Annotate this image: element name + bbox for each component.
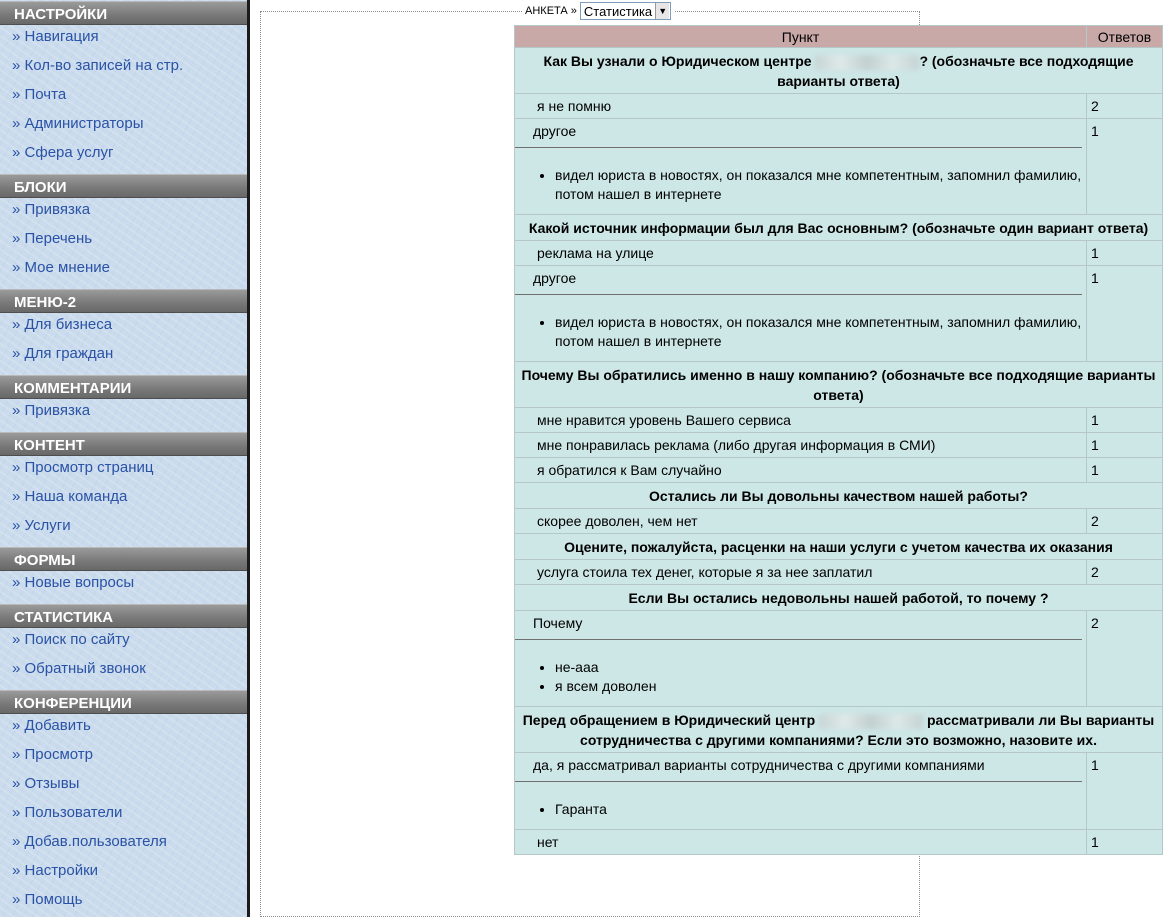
sidebar-nav-link[interactable]: » Перечень: [0, 227, 247, 256]
answer-count: 1: [1087, 458, 1163, 483]
sidebar-nav-link[interactable]: » Настройки: [0, 859, 247, 888]
question-text: [515, 483, 1163, 509]
sidebar-section-header: КОНТЕНТ: [0, 432, 247, 456]
view-select[interactable]: [580, 2, 671, 20]
answer-row: [515, 560, 1163, 585]
column-header-count: Ответов: [1087, 26, 1163, 48]
answer-row: [515, 830, 1163, 855]
answer-option: реклама на улице: [515, 241, 1087, 266]
answer-option: скорее доволен, чем нет: [515, 509, 1087, 534]
question-row: [515, 534, 1163, 560]
question-row: [515, 483, 1163, 509]
answer-separator: [515, 147, 1082, 148]
answer-option: [515, 119, 1087, 215]
answer-row: [515, 458, 1163, 483]
answer-count: 2: [1087, 94, 1163, 119]
sidebar-section-header: НАСТРОЙКИ: [0, 1, 247, 25]
free-text-answers: [515, 313, 1082, 351]
question-text-start: Перед обращением в Юридический центр: [522, 712, 816, 728]
sidebar-nav-link[interactable]: » Навигация: [0, 25, 247, 54]
answer-separator: [515, 781, 1082, 782]
sidebar-nav-link[interactable]: » Наша команда: [0, 485, 247, 514]
table-header-row: [515, 26, 1163, 48]
question-text-start: Оцените, пожалуйста, расценки на наши услуги с учетом качества их оказания: [564, 539, 1113, 555]
answer-row: [515, 509, 1163, 534]
question-text-start: Если Вы остались недовольны нашей работой, то почему ?: [628, 590, 1049, 606]
question-row: [515, 362, 1163, 408]
question-text-end: ? (обозначьте все подходящие варианты ответа): [777, 53, 1134, 89]
question-text: [515, 48, 1163, 94]
answer-count: 1: [1087, 241, 1163, 266]
answer-text: другое: [533, 123, 577, 139]
answer-text: да, я рассматривал варианты сотрудничества с другими компаниями: [533, 757, 985, 773]
answer-row: [515, 611, 1163, 707]
sidebar-section-header: БЛОКИ: [0, 174, 247, 198]
free-text-answers: [515, 658, 1082, 696]
question-row: [515, 48, 1163, 94]
question-text-start: Остались ли Вы довольны качеством нашей работы?: [649, 488, 1028, 504]
question-row: [515, 707, 1163, 753]
redacted-company-name: [815, 55, 919, 70]
question-text: [515, 534, 1163, 560]
free-text-answer: • видел юриста в новостях, он показался мне компетентным, запомнил фамилию, потом нашел в интернете: [555, 166, 1082, 204]
answer-row: [515, 433, 1163, 458]
question-text-end: рассматривали ли Вы варианты сотрудничества с другими компаниями? Если это возможно, назовите их.: [580, 712, 1155, 748]
answer-count: 2: [1087, 509, 1163, 534]
sidebar-nav-link[interactable]: » Привязка: [0, 198, 247, 227]
question-text: [515, 215, 1163, 241]
answer-text: другое: [533, 270, 577, 286]
answer-option: нет: [515, 830, 1087, 855]
legend-label: АНКЕТА »: [525, 5, 577, 17]
main-content: [250, 0, 1156, 917]
answer-count: 2: [1087, 560, 1163, 585]
answer-count: 1: [1087, 266, 1163, 362]
sidebar-section-header: КОНФЕРЕНЦИИ: [0, 690, 247, 714]
answer-option: [515, 611, 1087, 707]
survey-stats-table: [514, 25, 1163, 855]
chevron-down-icon[interactable]: ▼: [655, 3, 669, 19]
free-text-answer: • Гаранта: [555, 800, 1082, 819]
sidebar-nav-link[interactable]: » Отзывы: [0, 772, 247, 801]
answer-count: 2: [1087, 611, 1163, 707]
sidebar-nav-link[interactable]: » Для бизнеса: [0, 313, 247, 342]
answer-option: я обратился к Вам случайно: [515, 458, 1087, 483]
answer-row: [515, 94, 1163, 119]
sidebar-nav-link[interactable]: » Сфера услуг: [0, 141, 247, 170]
sidebar-nav-link[interactable]: » Поиск по сайту: [0, 628, 247, 657]
sidebar-nav-link[interactable]: » Добав.пользователя: [0, 830, 247, 859]
sidebar-nav-link[interactable]: » Администраторы: [0, 112, 247, 141]
survey-legend: [523, 2, 674, 20]
sidebar-nav-link[interactable]: » Кол-во записей на стр.: [0, 54, 247, 83]
sidebar-nav-link[interactable]: » Привязка: [0, 399, 247, 428]
answer-option: мне понравилась реклама (либо другая информация в СМИ): [515, 433, 1087, 458]
answer-option: я не помню: [515, 94, 1087, 119]
answer-option: [515, 753, 1087, 830]
question-text-start: Почему Вы обратились именно в нашу компанию? (обозначьте все подходящие варианты ответа): [521, 367, 1156, 403]
free-text-answer: • видел юриста в новостях, он показался мне компетентным, запомнил фамилию, потом нашел в интернете: [555, 313, 1082, 351]
sidebar-section-header: КОММЕНТАРИИ: [0, 375, 247, 399]
answer-row: [515, 266, 1163, 362]
answer-option: услуга стоила тех денег, которые я за нее заплатил: [515, 560, 1087, 585]
answer-separator: [515, 294, 1082, 295]
answer-row: [515, 241, 1163, 266]
free-text-answers: [515, 166, 1082, 204]
sidebar-nav-link[interactable]: » Добавить: [0, 714, 247, 743]
admin-sidebar: [0, 0, 247, 917]
sidebar-nav-link[interactable]: » Просмотр страниц: [0, 456, 247, 485]
sidebar-nav-link[interactable]: » Новые вопросы: [0, 571, 247, 600]
question-text: [515, 707, 1163, 753]
sidebar-nav-link[interactable]: » Для граждан: [0, 342, 247, 371]
sidebar-section-header: ФОРМЫ: [0, 547, 247, 571]
sidebar-nav-link[interactable]: » Просмотр: [0, 743, 247, 772]
sidebar-section-header: СТАТИСТИКА: [0, 604, 247, 628]
question-row: [515, 215, 1163, 241]
free-text-answers: [515, 800, 1082, 819]
sidebar-nav-link[interactable]: » Мое мнение: [0, 256, 247, 285]
question-row: [515, 585, 1163, 611]
answer-count: 1: [1087, 753, 1163, 830]
sidebar-nav-link[interactable]: » Обратный звонок: [0, 657, 247, 686]
redacted-company-name: [819, 714, 923, 729]
view-select-value: Статистика: [583, 3, 653, 19]
answer-count: 1: [1087, 830, 1163, 855]
answer-option: [515, 266, 1087, 362]
free-text-answer: • я всем доволен: [555, 677, 1082, 696]
question-text-start: Как Вы узнали о Юридическом центре: [543, 53, 812, 69]
answer-option: мне нравится уровень Вашего сервиса: [515, 408, 1087, 433]
answer-count: 1: [1087, 433, 1163, 458]
sidebar-section-header: МЕНЮ-2: [0, 289, 247, 313]
answer-row: [515, 753, 1163, 830]
sidebar-nav-link[interactable]: » Почта: [0, 83, 247, 112]
answer-count: 1: [1087, 119, 1163, 215]
sidebar-nav-link[interactable]: » Пользователи: [0, 801, 247, 830]
question-text-start: Какой источник информации был для Вас основным? (обозначьте один вариант ответа): [528, 220, 1149, 236]
answer-count: 1: [1087, 408, 1163, 433]
answer-text: Почему: [533, 615, 583, 631]
question-text: [515, 362, 1163, 408]
answer-row: [515, 408, 1163, 433]
sidebar-nav-link[interactable]: » Помощь: [0, 888, 247, 917]
question-text: [515, 585, 1163, 611]
free-text-answer: • не-ааа: [555, 658, 1082, 677]
answer-row: [515, 119, 1163, 215]
answer-separator: [515, 639, 1082, 640]
sidebar-nav-link[interactable]: » Услуги: [0, 514, 247, 543]
column-header-point: Пункт: [515, 26, 1087, 48]
